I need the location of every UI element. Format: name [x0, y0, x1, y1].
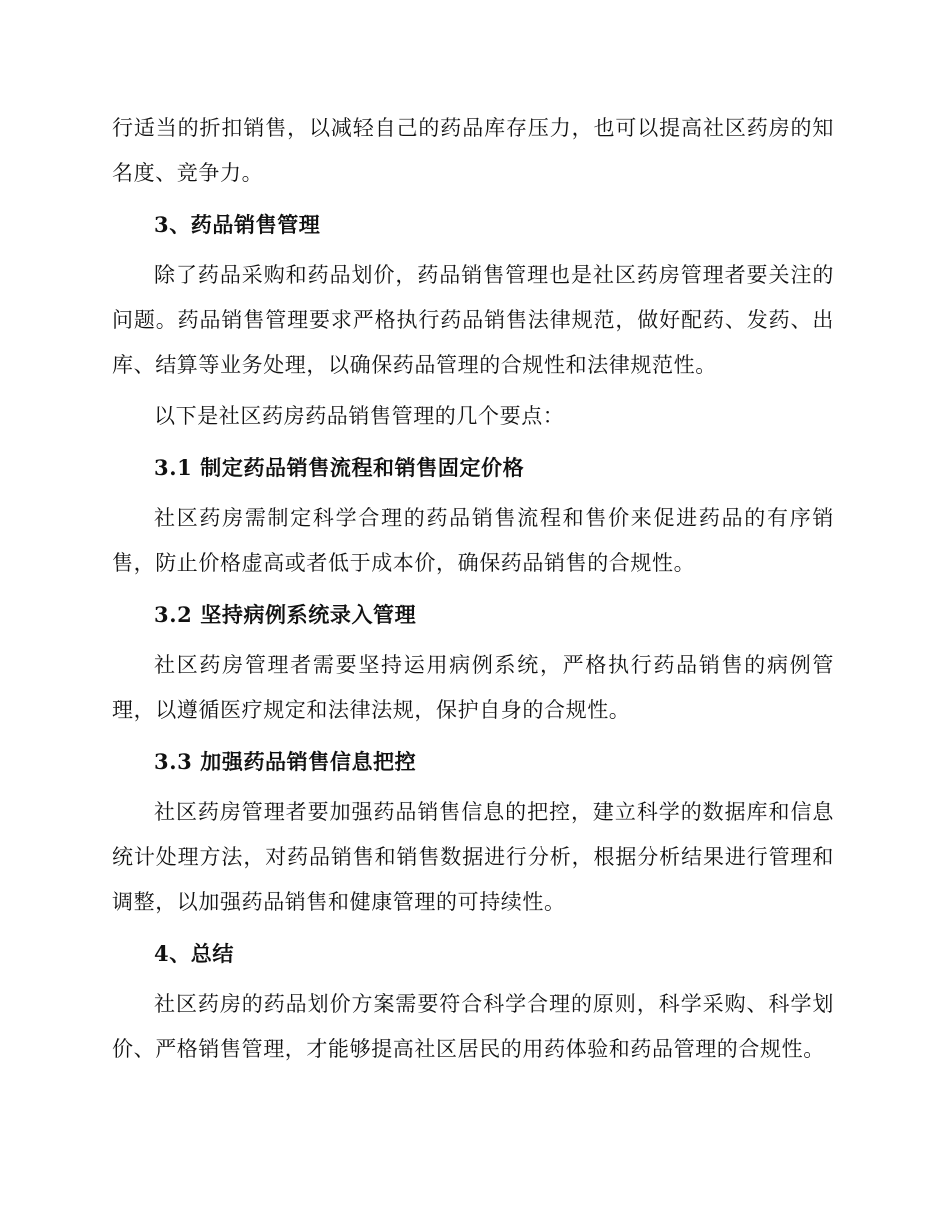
paragraph-summary-body: 社区药房的药品划价方案需要符合科学合理的原则，科学采购、科学划价、严格销售管理，才能够提高社区居民的用药体验和药品管理的合规性。	[112, 992, 834, 1061]
paragraph-continued-discount: 行适当的折扣销售，以减轻自己的药品库存压力，也可以提高社区药房的知名度、竞争力。	[112, 116, 834, 185]
paragraph-sales-management-intro: 除了药品采购和药品划价，药品销售管理也是社区药房管理者要关注的问题。药品销售管理要求严格执行药品销售法律规范，做好配药、发药、出库、结算等业务处理，以确保药品管理的合规性和法律规范性。	[112, 263, 834, 377]
heading-4-summary: 4、总结	[154, 941, 235, 966]
paragraph-3-2-body: 社区药房管理者需要坚持运用病例系统，严格执行药品销售的病例管理，以遵循医疗规定和法律法规，保护自身的合规性。	[112, 653, 834, 722]
heading-sales-management: 3、药品销售管理	[154, 212, 321, 237]
paragraph-key-points-lead: 以下是社区药房药品销售管理的几个要点：	[154, 404, 565, 428]
heading-3-2-case-records: 3.2 坚持病例系统录入管理	[154, 602, 417, 627]
heading-3-1-sales-process: 3.1 制定药品销售流程和销售固定价格	[154, 455, 525, 480]
document-body	[112, 106, 834, 1072]
paragraph-3-3-body: 社区药房管理者要加强药品销售信息的把控，建立科学的数据库和信息统计处理方法，对药品销售和销售数据进行分析，根据分析结果进行管理和调整，以加强药品销售和健康管理的可持续性。	[112, 800, 834, 914]
heading-3-3-sales-info: 3.3 加强药品销售信息把控	[154, 749, 417, 774]
paragraph-3-1-body: 社区药房需制定科学合理的药品销售流程和售价来促进药品的有序销售，防止价格虚高或者低于成本价，确保药品销售的合规性。	[112, 506, 834, 575]
